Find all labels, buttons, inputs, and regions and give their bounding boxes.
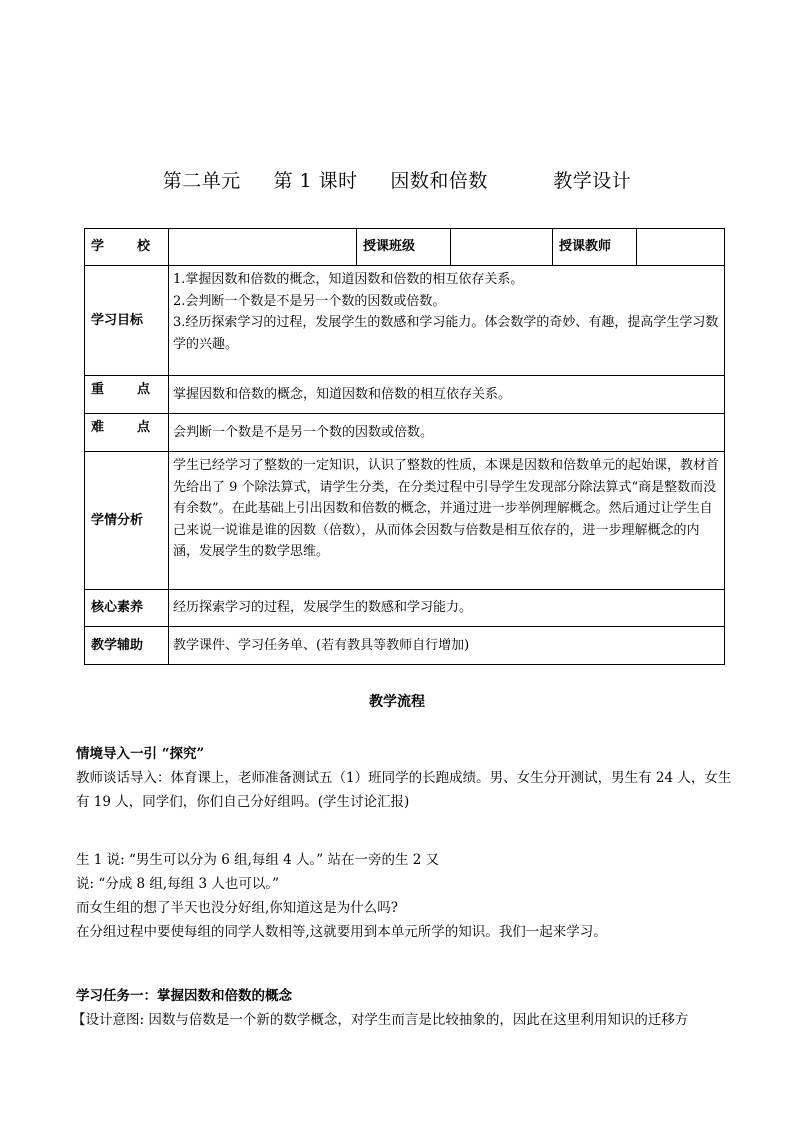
analysis-text: 学生已经学习了整数的一定知识，认识了整数的性质，本课是因数和倍数单元的起始课，教材首先给出了 9 个除法算式，请学生分类，在分类过程中引导学生发现部分除法算式“商是整数而没有余数”。在此基础上引出因数和倍数的概念，并通过进一步举例理解概念。然后通过让学生自己来说一说谁是谁的因数（倍数），从而体会因数与倍数是相互依存的，进一步理解概念的内涵，发展学生的数学思维。 [169, 452, 725, 590]
flow-title: 教学流程 [369, 694, 425, 710]
paragraph: 教师谈话导入：体育课上，老师准备测试五（1）班同学的长跑成绩。男、女生分开测试，男生有 24 人，女生有 19 人，同学们，你们自己分好组吗。(学生讨论汇报) [76, 770, 732, 810]
school-label: 学 校 [85, 229, 169, 266]
aid-label: 教学辅助 [85, 627, 169, 665]
paragraph-line: 而女生组的想了半天也没分好组,你知道这是为什么吗? [76, 900, 399, 916]
design-intent: 【设计意图: 因数与倍数是一个新的数学概念，对学生而言是比较抽象的，因此在这里利用知识的迁移方 [72, 1012, 689, 1028]
goals-label: 学习目标 [85, 266, 169, 376]
table-row [85, 376, 725, 414]
key-text: 掌握因数和倍数的概念，知道因数和倍数的相互依存关系。 [169, 376, 725, 414]
table-row [85, 452, 725, 590]
core-text: 经历探索学习的过程，发展学生的数感和学习能力。 [169, 590, 725, 627]
table-row [85, 229, 725, 266]
goal-item: 2.会判断一个数是不是另一个数的因数或倍数。 [173, 293, 446, 309]
page-title: 第二单元 第 1 课时 因数和倍数 教学设计 [162, 170, 632, 192]
goal-item: 1.掌握因数和倍数的概念，知道因数和倍数的相互依存关系。 [173, 272, 524, 287]
section-intro [76, 742, 736, 814]
paragraph-line: 生 1 说: “男生可以分为 6 组,每组 4 人。” 站在一旁的生 2 又 [76, 852, 440, 868]
difficult-label: 难 点 [85, 414, 169, 452]
table-row [85, 590, 725, 627]
section-heading: 情境导入一引 “探究” [76, 746, 205, 762]
difficult-text: 会判断一个数是不是另一个数的因数或倍数。 [169, 414, 725, 452]
analysis-label: 学情分析 [85, 452, 169, 590]
class-label: 授课班级 [357, 229, 451, 266]
goal-item: 3.经历探索学习的过程，发展学生的数感和学习能力。体会数学的奇妙、有趣，提高学生学习数学的兴趣。 [173, 315, 719, 352]
paragraph-line: 说: “分成 8 组,每组 3 人也可以。” [76, 876, 280, 892]
teacher-label: 授课教师 [553, 229, 637, 266]
key-label: 重 点 [85, 376, 169, 414]
section-task-one [72, 984, 736, 1032]
lesson-info-table [84, 228, 725, 665]
class-value [451, 229, 553, 266]
core-label: 核心素养 [85, 590, 169, 627]
table-row [85, 414, 725, 452]
section-dialogue [76, 848, 736, 944]
school-value [169, 229, 357, 266]
goals-cell [169, 266, 725, 376]
aid-text: 教学课件、学习任务单、(若有教具等教师自行增加) [169, 627, 725, 665]
teacher-value [637, 229, 725, 266]
table-row [85, 627, 725, 665]
section-heading: 学习任务一：掌握因数和倍数的概念 [76, 988, 292, 1004]
paragraph-line: 在分组过程中要使每组的同学人数相等,这就要用到本单元所学的知识。我们一起来学习。 [76, 924, 607, 940]
table-row [85, 266, 725, 376]
